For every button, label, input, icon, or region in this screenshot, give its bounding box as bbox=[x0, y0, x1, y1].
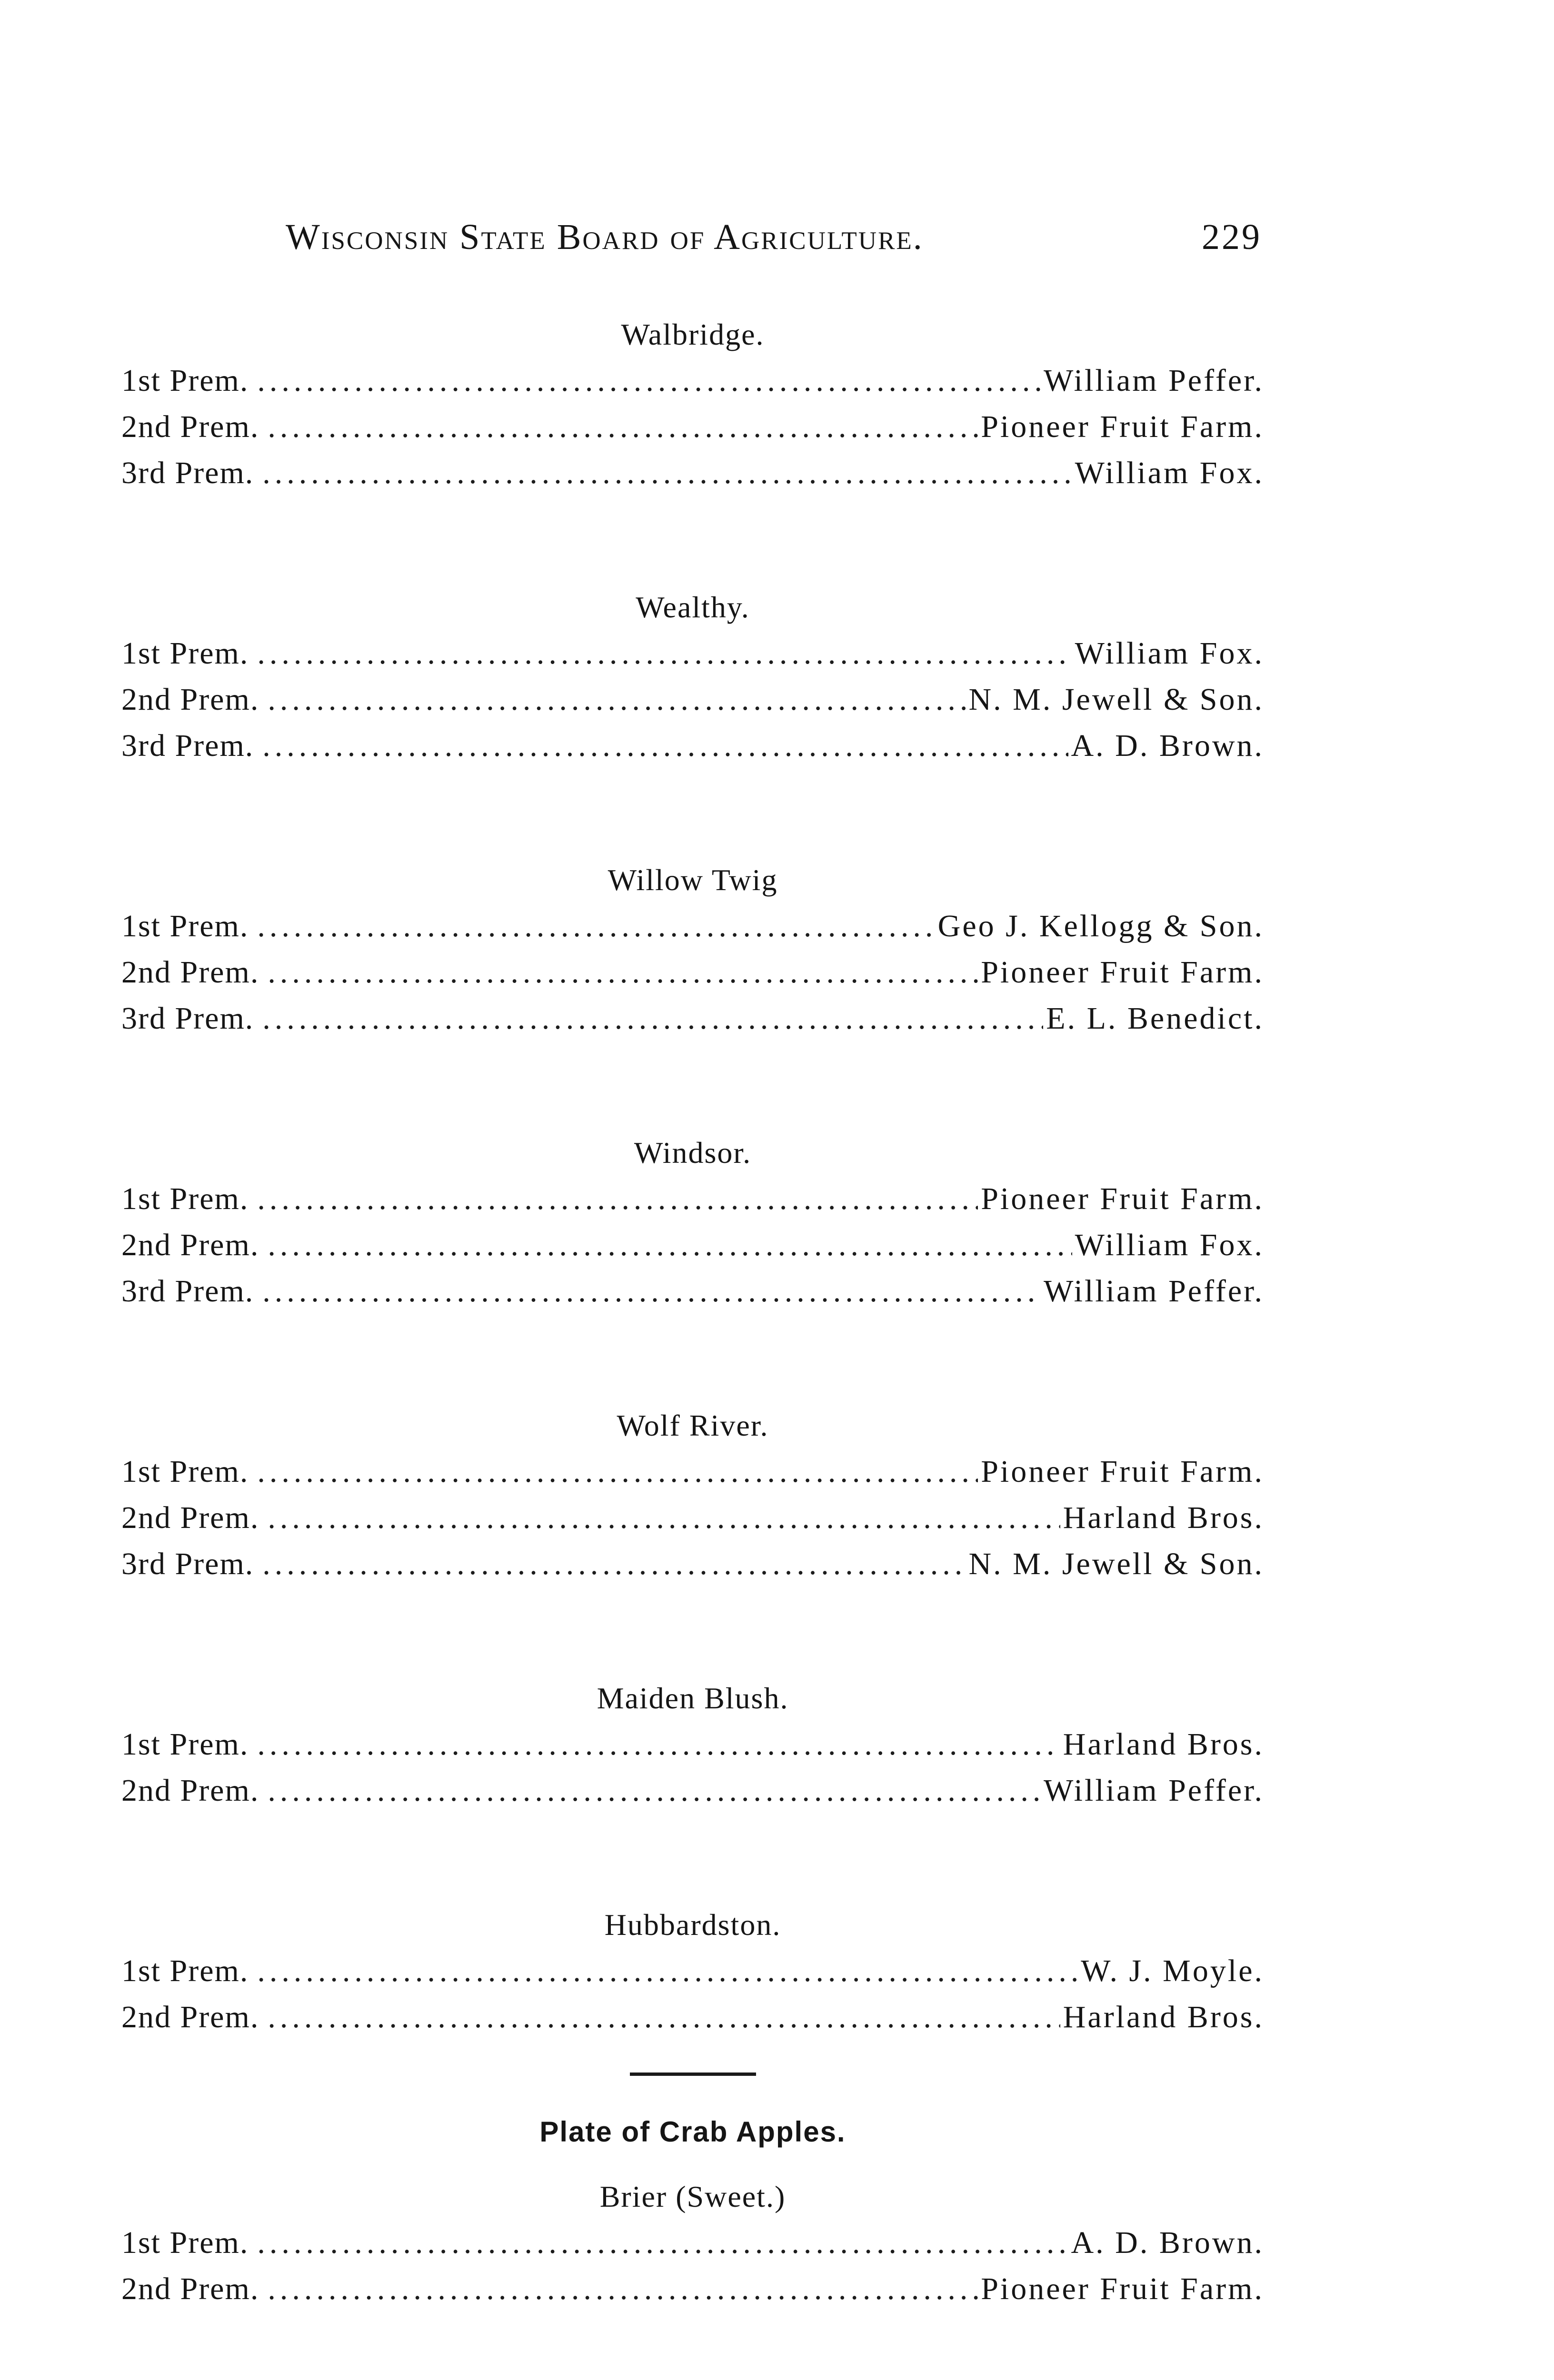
dot-leader bbox=[268, 1222, 1072, 1268]
premium-winner: W. J. Moyle. bbox=[1081, 1954, 1264, 1988]
variety-section bbox=[121, 585, 1264, 769]
dot-leader bbox=[268, 1495, 1060, 1541]
premium-entry bbox=[121, 1268, 1264, 1314]
premium-rank: 2nd Prem. bbox=[121, 2000, 259, 2034]
variety-section bbox=[121, 312, 1264, 496]
variety-title: Brier (Sweet.) bbox=[599, 2180, 786, 2213]
section-gap bbox=[121, 1814, 1264, 1902]
premium-entry bbox=[121, 903, 1264, 949]
variety-section bbox=[121, 1902, 1264, 2040]
premium-rank: 3rd Prem. bbox=[121, 456, 254, 490]
premium-winner: E. L. Benedict. bbox=[1046, 1001, 1264, 1036]
premium-winner: William Fox. bbox=[1075, 636, 1264, 671]
crab-apple-sections bbox=[121, 2174, 1264, 2380]
premium-rank: 3rd Prem. bbox=[121, 728, 254, 763]
dot-leader bbox=[262, 723, 1068, 769]
premium-entry bbox=[121, 1994, 1264, 2040]
dot-leader bbox=[257, 357, 1041, 404]
section-gap bbox=[121, 769, 1264, 857]
premium-entry bbox=[121, 995, 1264, 1041]
premium-entry bbox=[121, 404, 1264, 450]
variety-section bbox=[121, 1403, 1264, 1587]
dot-leader bbox=[268, 1767, 1041, 1814]
dot-leader bbox=[268, 1994, 1060, 2040]
dot-leader bbox=[257, 1176, 978, 1222]
premium-winner: Harland Bros. bbox=[1063, 1727, 1264, 1762]
premium-entry bbox=[121, 1767, 1264, 1814]
premium-entry bbox=[121, 450, 1264, 496]
premium-list bbox=[121, 312, 1264, 2380]
variety-section bbox=[121, 1130, 1264, 1314]
dot-leader bbox=[268, 949, 978, 995]
variety-title: Windsor. bbox=[634, 1136, 752, 1170]
premium-winner: Pioneer Fruit Farm. bbox=[981, 1181, 1264, 1216]
variety-title: Walbridge. bbox=[621, 317, 765, 351]
premium-rank: 1st Prem. bbox=[121, 1727, 249, 1762]
premium-entry bbox=[121, 1176, 1264, 1222]
premium-winner: A. D. Brown. bbox=[1071, 2225, 1264, 2260]
premium-rank: 2nd Prem. bbox=[121, 1773, 259, 1808]
premium-entry bbox=[121, 2220, 1264, 2266]
dot-leader bbox=[268, 676, 966, 723]
premium-winner: Geo J. Kellogg & Son. bbox=[937, 909, 1264, 943]
premium-winner: Pioneer Fruit Farm. bbox=[981, 409, 1264, 444]
dot-leader bbox=[257, 903, 935, 949]
section-gap bbox=[121, 2312, 1264, 2380]
premium-winner: Harland Bros. bbox=[1063, 2000, 1264, 2034]
premium-rank: 1st Prem. bbox=[121, 636, 249, 671]
premium-rank: 3rd Prem. bbox=[121, 1547, 254, 1581]
dot-leader bbox=[257, 1948, 1078, 1994]
variety-section bbox=[121, 1676, 1264, 1814]
dot-leader bbox=[257, 2220, 1068, 2266]
premium-rank: 1st Prem. bbox=[121, 909, 249, 943]
premium-rank: 1st Prem. bbox=[121, 1454, 249, 1489]
premium-winner: William Fox. bbox=[1075, 456, 1264, 490]
premium-entry bbox=[121, 1495, 1264, 1541]
variety-section bbox=[121, 2174, 1264, 2312]
page-number: 229 bbox=[1202, 217, 1262, 257]
premium-rank: 2nd Prem. bbox=[121, 409, 259, 444]
premium-rank: 2nd Prem. bbox=[121, 682, 259, 717]
section-gap bbox=[121, 1041, 1264, 1130]
section-gap bbox=[121, 1587, 1264, 1676]
premium-entry bbox=[121, 1448, 1264, 1495]
variety-title: Maiden Blush. bbox=[597, 1681, 789, 1715]
premium-rank: 2nd Prem. bbox=[121, 955, 259, 990]
premium-winner: William Peffer. bbox=[1043, 1274, 1264, 1309]
apple-sections bbox=[121, 312, 1264, 2040]
premium-rank: 3rd Prem. bbox=[121, 1001, 254, 1036]
premium-winner: N. M. Jewell & Son. bbox=[968, 1547, 1264, 1581]
premium-rank: 1st Prem. bbox=[121, 1181, 249, 1216]
dot-leader bbox=[257, 1721, 1060, 1767]
premium-entry bbox=[121, 949, 1264, 995]
premium-entry bbox=[121, 630, 1264, 676]
premium-winner: N. M. Jewell & Son. bbox=[968, 682, 1264, 717]
premium-entry bbox=[121, 1222, 1264, 1268]
variety-title: Wealthy. bbox=[636, 590, 750, 624]
variety-title: Willow Twig bbox=[608, 863, 778, 897]
dot-leader bbox=[257, 630, 1072, 676]
variety-title: Hubbardston. bbox=[604, 1908, 781, 1942]
premium-entry bbox=[121, 723, 1264, 769]
dot-leader bbox=[262, 1268, 1041, 1314]
premium-winner: Harland Bros. bbox=[1063, 1500, 1264, 1535]
dot-leader bbox=[262, 450, 1072, 496]
premium-rank: 2nd Prem. bbox=[121, 1500, 259, 1535]
premium-rank: 1st Prem. bbox=[121, 1954, 249, 1988]
premium-rank: 1st Prem. bbox=[121, 363, 249, 398]
premium-entry bbox=[121, 357, 1264, 404]
premium-winner: William Fox. bbox=[1075, 1228, 1264, 1262]
variety-title: Wolf River. bbox=[617, 1408, 769, 1442]
premium-entry bbox=[121, 2266, 1264, 2312]
premium-entry bbox=[121, 676, 1264, 723]
running-head bbox=[286, 217, 1262, 269]
premium-winner: Pioneer Fruit Farm. bbox=[981, 955, 1264, 990]
premium-rank: 1st Prem. bbox=[121, 2225, 249, 2260]
premium-entry bbox=[121, 1721, 1264, 1767]
running-title: Wisconsin State Board of Agriculture. bbox=[286, 217, 924, 257]
premium-rank: 2nd Prem. bbox=[121, 1228, 259, 1262]
variety-section bbox=[121, 857, 1264, 1041]
premium-rank: 3rd Prem. bbox=[121, 1274, 254, 1309]
dot-leader bbox=[268, 404, 978, 450]
premium-entry bbox=[121, 1541, 1264, 1587]
dot-leader bbox=[262, 995, 1043, 1041]
premium-winner: Pioneer Fruit Farm. bbox=[981, 1454, 1264, 1489]
dot-leader bbox=[257, 1448, 978, 1495]
section-gap bbox=[121, 1314, 1264, 1403]
premium-winner: William Peffer. bbox=[1043, 363, 1264, 398]
premium-entry bbox=[121, 1948, 1264, 1994]
crab-apples-heading: Plate of Crab Apples. bbox=[539, 2116, 846, 2148]
premium-winner: Pioneer Fruit Farm. bbox=[981, 2271, 1264, 2306]
premium-rank: 2nd Prem. bbox=[121, 2271, 259, 2306]
dot-leader bbox=[262, 1541, 966, 1587]
dot-leader bbox=[268, 2266, 978, 2312]
section-gap bbox=[121, 496, 1264, 585]
premium-winner: William Peffer. bbox=[1043, 1773, 1264, 1808]
premium-winner: A. D. Brown. bbox=[1071, 728, 1264, 763]
section-divider-rule bbox=[630, 2073, 756, 2076]
